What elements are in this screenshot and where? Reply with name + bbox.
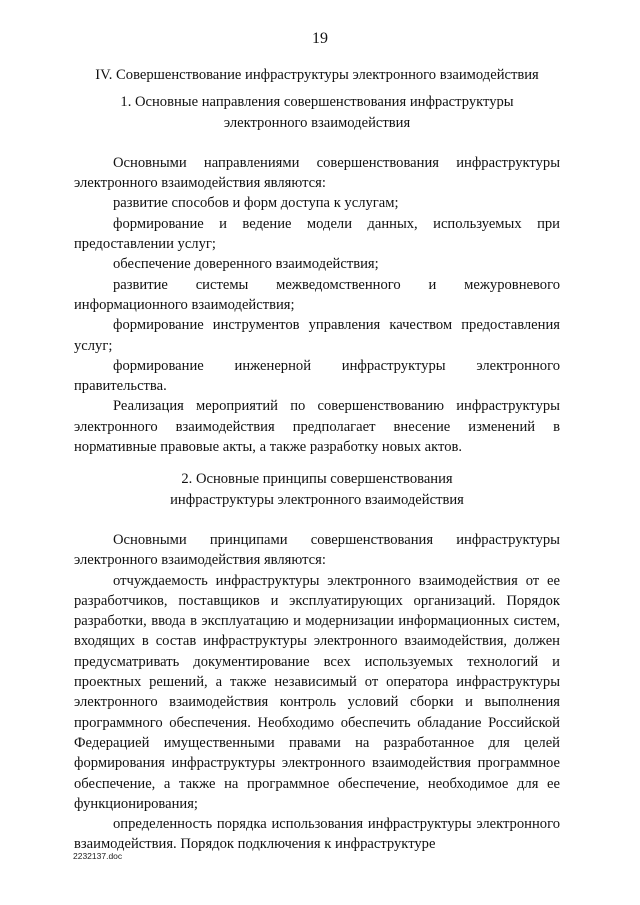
paragraph: формирование и ведение модели данных, используемых при предоставлении услуг; [74,215,560,253]
subsection-2-body [74,530,560,855]
paragraph: Основными направлениями совершенствования инфраструктуры электронного взаимодействия являются: [74,154,560,192]
subsection-1-body [74,153,560,457]
page-content [74,65,560,855]
paragraph: определенность порядка использования инфраструктуры электронного взаимодействия. Порядок подключения к инфраструктуре [74,816,560,853]
paragraph: Основными принципами совершенствования инфраструктуры электронного взаимодействия являются: [74,531,560,569]
subsection-1-title-line-1: 1. Основные направления совершенствования инфраструктуры [120,94,514,111]
subsection-1-title-line-2: электронного взаимодействия [223,114,411,131]
subsection-2-title-line-1: 2. Основные принципы совершенствования [181,471,453,488]
subsection-2-title-line-2: инфраструктуры электронного взаимодействия [170,491,464,508]
paragraph: развитие способов и форм доступа к услугам; [113,195,399,212]
section-title: IV. Совершенствование инфраструктуры электронного взаимодействия [95,67,539,83]
paragraph: Реализация мероприятий по совершенствованию инфраструктуры электронного взаимодействия предполагает внесение изменений в нормативные правовые акты, а также разработку новых актов. [74,398,560,456]
paragraph: развитие системы межведомственного и межуровневого информационного взаимодействия; [74,276,560,313]
paragraph: формирование инженерной инфраструктуры электронного правительства. [74,357,560,395]
paragraph: обеспечение доверенного взаимодействия; [113,256,379,273]
document-file-code: 2232137.doc [73,851,123,861]
subsection-2-title [74,469,560,510]
page-number: 19 [312,30,328,47]
paragraph: отчуждаемость инфраструктуры электронного взаимодействия от ее разработчиков, поставщиков и эксплуатирующих организаций. Порядок разработки, ввода в эксплуатацию и модернизации информационных систем, входящих в состав инфраструктуры электронного взаимодействия, должен предусматривать документирование всех используемых технологий и проектных решений, а также независимый от оператора инфраструктуры электронного взаимодействия контроль условий сборки и выполнения программного обеспечения. Необходимо обеспечить обладание Российской Федерацией имущественными правами на разработанное для целей формирования инфраструктуры электронного взаимодействия программное обеспечение, а также на программное обеспечение, необходимое для ее функционирования; [74,572,560,812]
paragraph: формирование инструментов управления качеством предоставления услуг; [74,317,560,354]
subsection-1-title [74,92,560,133]
